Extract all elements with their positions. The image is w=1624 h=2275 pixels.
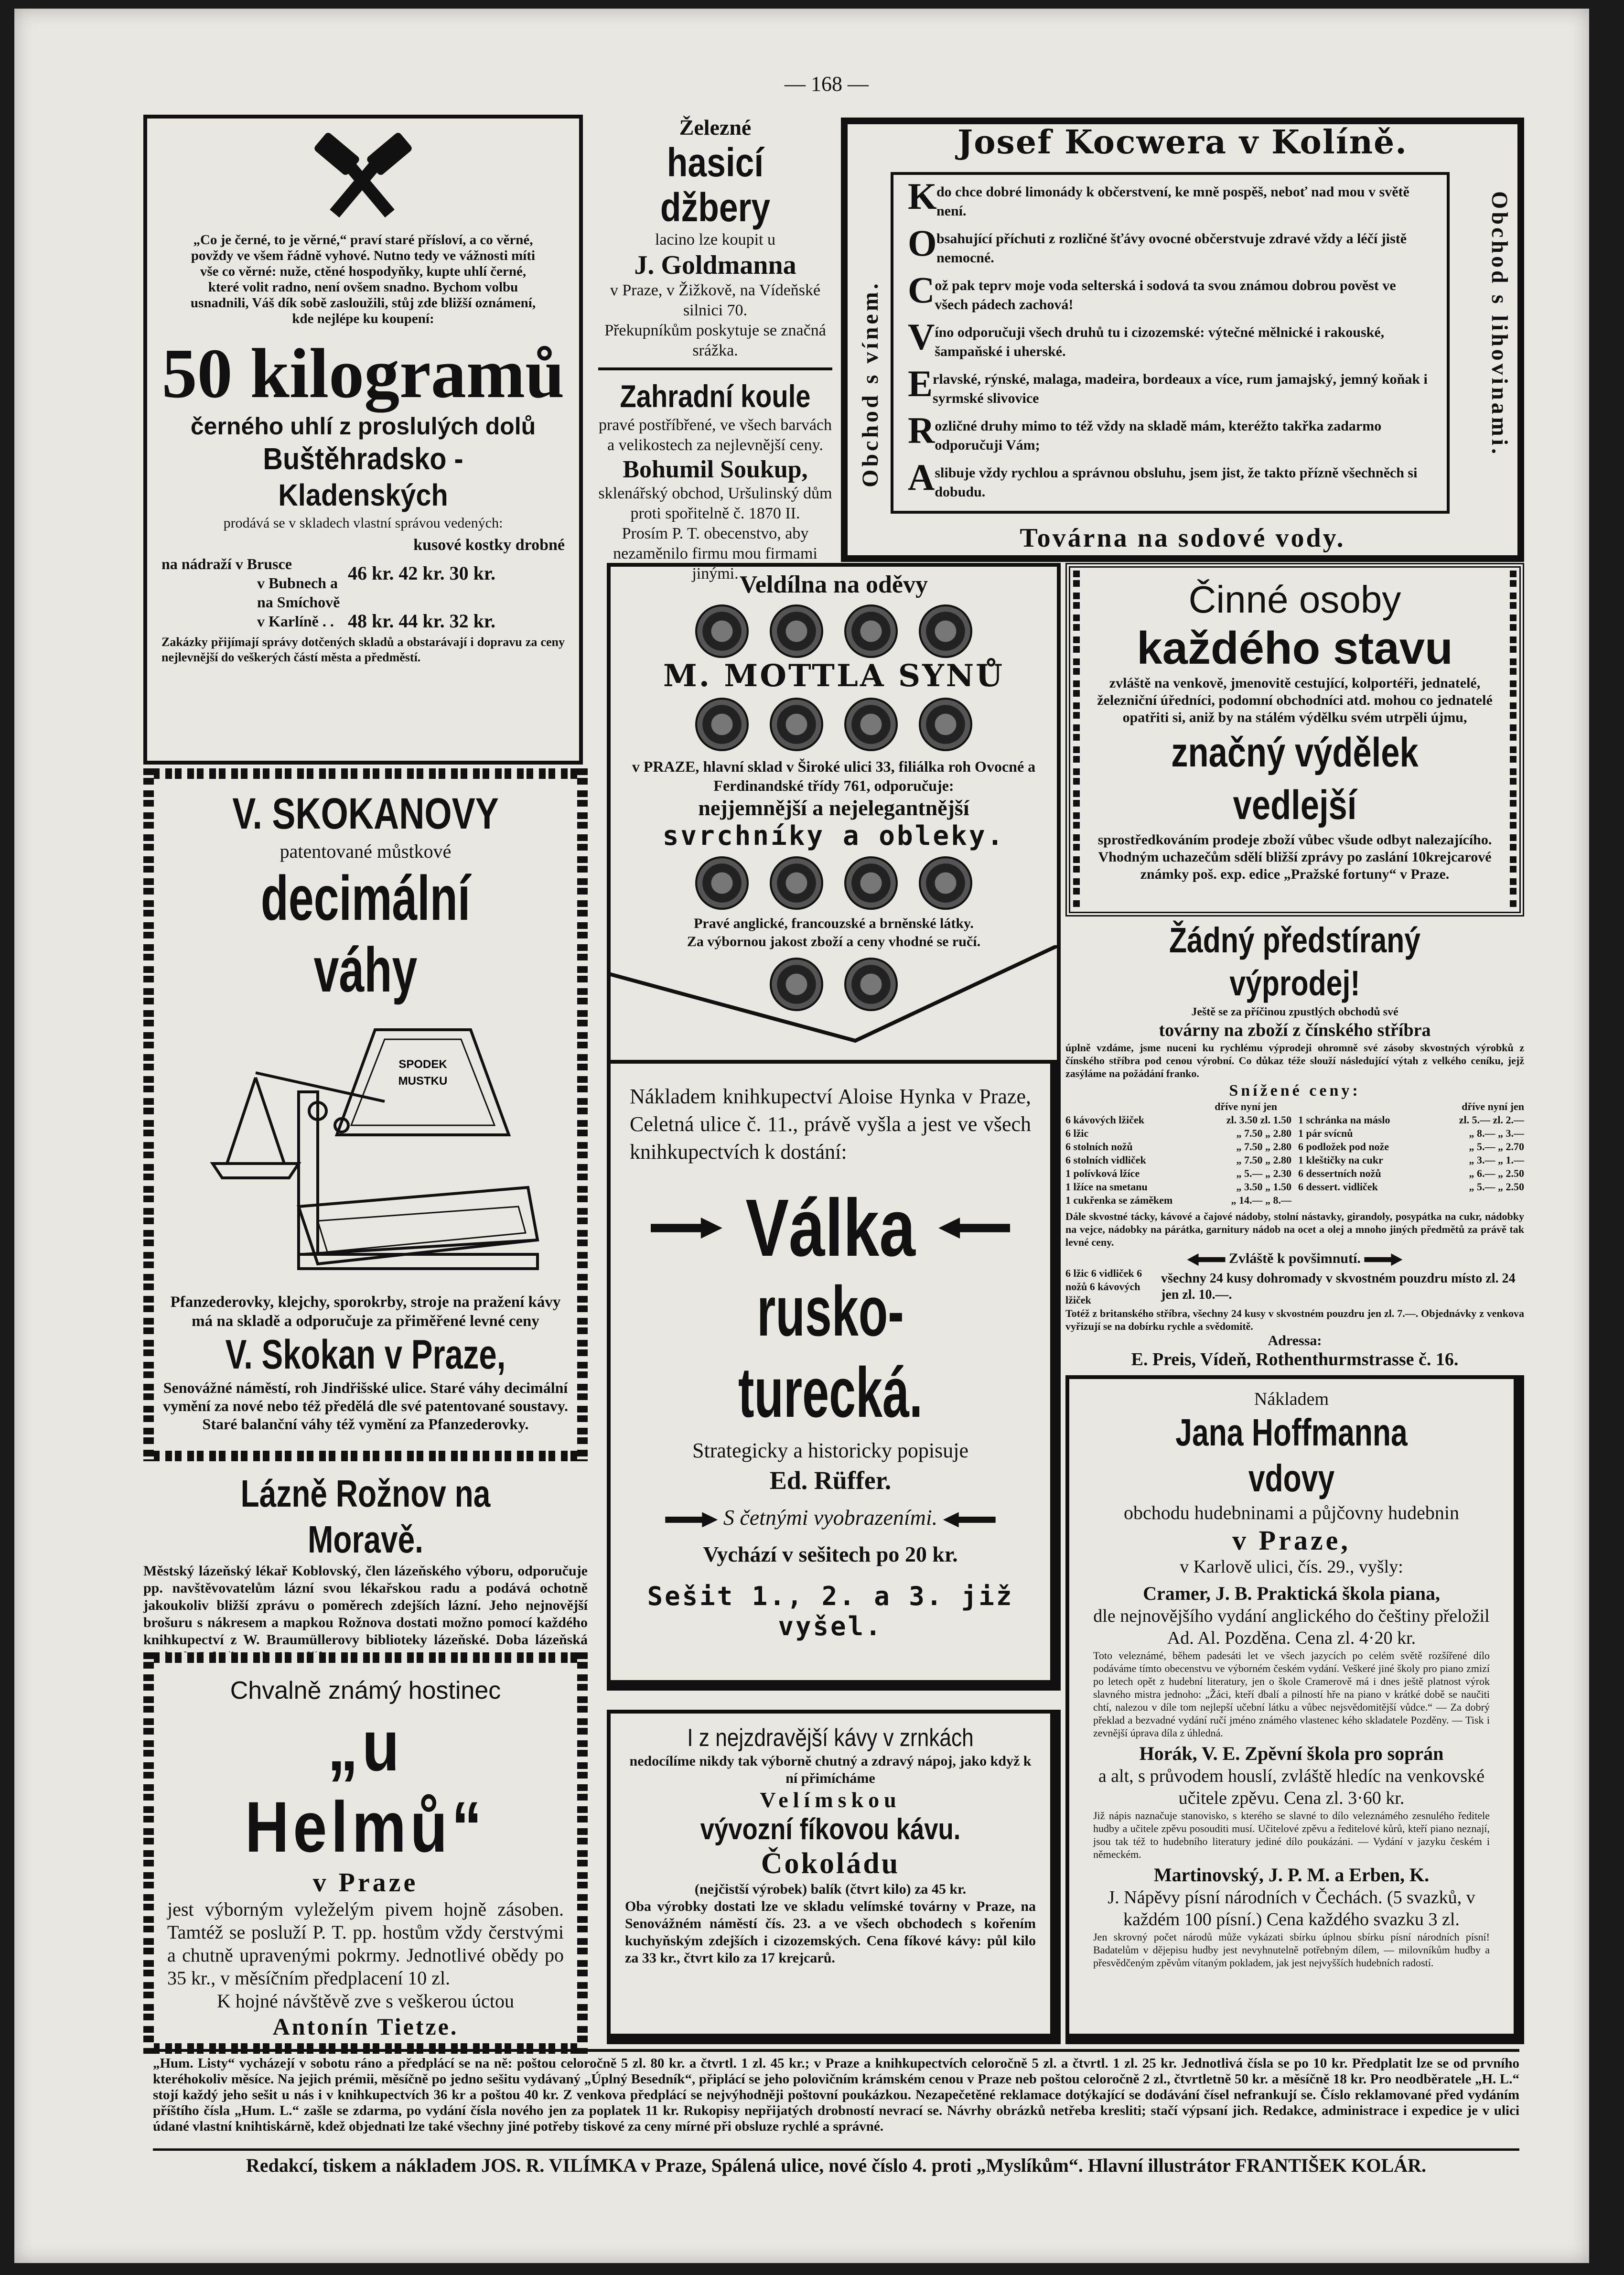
roznov-title: Lázně Rožnov na Moravě. <box>240 1472 491 1561</box>
kocwera-footer: Továrna na sodové vody. <box>1020 523 1345 553</box>
preis-set <box>1065 1267 1524 1307</box>
cinne-title: Činné osoby <box>1188 578 1401 621</box>
price-value: „ 5.— „ 2.50 <box>1469 1181 1524 1193</box>
kocwera-acrostic <box>891 172 1450 514</box>
acrostic-text: bsahující příchuti z rozličné šťávy ovocné občerstvuje zdravé vždy a léčí jistě nemocné. <box>936 231 1407 266</box>
garden-balls-title: Zahradní koule <box>620 378 811 414</box>
page-number: — 168 — <box>785 72 869 96</box>
medal-icon <box>844 856 898 910</box>
skokan-address: Senovážné náměstí, roh Jindřišské ulice. Staré váhy decimální vymění za nové nebo též předělá dle své patentované soustavy. Staré balanční váhy též vymění za Pfanzederovky. <box>163 1379 568 1433</box>
price-value: zl. 3.50 zl. 1.50 <box>1226 1114 1291 1126</box>
price-item: 1 schránka na máslo <box>1298 1114 1390 1126</box>
coal-column-head: kusové kostky drobné <box>413 536 565 554</box>
subscription-info: „Hum. Listy“ vycházejí v sobotu ráno a předplácí se na ně: poštou celoročně 5 zl. 80 kr. a čtvrtl. 1 zl. 45 kr.; v Praze a knihkupectvích celoročně 5 zl. a čtvrtl. 1 zl. 25 kr. Jednotlivá čísla se po 10 kr. Předplatit lze se od prvního kteréhokoliv měsíce. Na jejich prémii, měsíčně po jedno sešitu vydávaný „Úplný Besedník“, připlácí se jeho polovičním krámském cenou v Praze neb poštou celoročně 2 zl., čtvrtletně 50 kr. a měsíčně 18 kr. Pro neodběratele „H. L.“ stojí každý jeho sešit u nás i v knihkupectvích 36 kr a poštou 40 kr. Z venkova předplácí se nejvýhodněji poštovní poukázkou. Nezapečetěné reklamace dotýkající se dodávání čísel nefrankují se. Číslo reklamované před vydáním příštího čísla „Hum. L.“ zašle se zdarma, po vydání čísla nového jen za poplatek 11 kr. Rukopisy nepřijatých drobností nevrací se. Návrhy obrázků netřeba kresliti; stačí výpsaní jich. Redakce, administrace i expedice je v ulici údané vlastní knihtiskárně, kdež objednati lze také všechny jiné potřeby tiskové za ceny mírné při obsluze rychlé a správné. <box>153 2056 1519 2134</box>
acrostic-initial: V <box>908 316 935 357</box>
hoffmann-line: obchodu hudebninami a půjčovny hudebnin <box>1123 1502 1460 1523</box>
price-value: „ 8.— „ 3.— <box>1469 1127 1524 1139</box>
acrostic-text: rlavské, rýnské, malaga, madeira, bordeaux a více, rum jamajský, jemný koňak i syrmské slivovice <box>933 371 1428 406</box>
hynek-out: Sešit 1., 2. a 3. již vyšel. <box>647 1581 1014 1641</box>
velim-coffee-advert <box>607 1710 1061 2044</box>
helm-text: jest výborným vyleželým pivem hojně zásoben. Tamtéž se posluží P. T. pp. hostům vždy čerstvými a chutně upravenými pokrmy. Jednotlivé obědy po 35 kr., v měsíčním předplacení 10 zl. <box>167 1898 564 1989</box>
coffee-line: (nejčistší výrobek) balík (čtvrt kilo) za 45 kr. <box>694 1881 967 1897</box>
price-value: „ 7.50 „ 2.80 <box>1236 1127 1291 1139</box>
coal-advert <box>143 115 583 765</box>
svg-text:MUSTKU: MUSTKU <box>398 1075 448 1088</box>
acrostic-line <box>908 365 1432 412</box>
mottl-pennant-bottom <box>607 945 1061 1060</box>
hoffmann-city: v Praze, <box>1232 1525 1351 1556</box>
coffee-big: vývozní fíkovou kávu. <box>700 1813 961 1846</box>
coal-location: v Karlíně . . <box>257 613 334 630</box>
price-value: „ 3.50 „ 1.50 <box>1236 1181 1291 1193</box>
preis-address: E. Preis, Vídeň, Rothenthurmstrasse č. 16. <box>1131 1349 1459 1369</box>
skokan-description: Pfanzederovky, klejchy, sporokrby, stroje na pražení kávy má na skladě a odporučuje za přiměřené levné ceny <box>170 1294 561 1330</box>
acrostic-line <box>908 271 1432 318</box>
coal-price: 46 kr. 42 kr. 30 kr. <box>348 562 495 584</box>
coal-price-table <box>161 554 565 631</box>
coffee-title: I z nejzdravější kávy v zrnkách <box>687 1724 974 1752</box>
hynek-issue: Vychází v sešitech po 20 kr. <box>703 1542 958 1566</box>
pointing-hand-icon <box>943 1512 996 1527</box>
crossed-hammers-icon <box>311 133 416 224</box>
price-value: „ 14.— „ 8.— <box>1231 1194 1291 1206</box>
hynek-title2: rusko-turecká. <box>738 1272 923 1432</box>
coffee-line: nedocílíme nikdy tak výborně chutný a zdravý nápoj, jako když k ní přimícháme <box>629 1753 1032 1786</box>
price-row <box>1065 1113 1291 1127</box>
price-value: „ 7.50 „ 2.80 <box>1236 1141 1291 1153</box>
helm-top: Chvalně známý hostinec <box>230 1677 501 1704</box>
acrostic-text: slibuje vždy rychlou a správnou obsluhu, jsem jist, že takto přízně všechněch si dobudu. <box>935 465 1418 500</box>
preis-advert <box>1065 919 1524 1368</box>
price-value: „ 5.— „ 2.30 <box>1236 1167 1291 1179</box>
acrostic-text: íno odporučuji všech druhů tu i cizozemské: výtečné mělnické i rakouské, šampaňské i uherské. <box>935 324 1385 359</box>
acrostic-line <box>908 318 1432 365</box>
hynek-title: Válka <box>745 1183 915 1273</box>
buckets-merchant: J. Goldmanna <box>634 250 796 280</box>
acrostic-initial: C <box>908 269 935 311</box>
cinne-big: každého stavu <box>1137 623 1453 674</box>
hoffmann-book-note: Jen skrovný počet národů může vykázati sbírku úplnou sbírku písní národních písní! Badatelům v dějepisu hudby jest nevyhnutelně potřebným dílem, — milovníkům hudby a přesvědčeným zpěvům vítaným pokladem, jak jest nejvyšších hudebních radostí. <box>1093 1931 1490 1969</box>
coal-mines: Buštěhradsko - Kladenských <box>263 442 463 512</box>
medal-icon <box>770 604 823 658</box>
price-item: 1 kleštičky na cukr <box>1298 1154 1383 1166</box>
hoffmann-book-title: Cramer, J. B. Praktická škola piana, <box>1143 1583 1440 1604</box>
price-value: „ 3.— „ 1.— <box>1469 1154 1524 1166</box>
scale-plate-label: SPODEK <box>398 1058 447 1071</box>
price-row <box>1298 1180 1524 1194</box>
preis-col-head: dříve nyní jen <box>1462 1100 1524 1112</box>
hynek-intro: Nákladem knihkupectví Aloise Hynka v Praze, Celetná ulice č. 11., právě vyšla a jest ve všech knihkupectvích k dostání: <box>630 1085 1031 1164</box>
hoffmann-line: v Karlově ulici, čís. 29., vyšly: <box>1180 1557 1403 1577</box>
price-item: 6 podložek pod nože <box>1298 1141 1389 1153</box>
hoffmann-book-title: Horák, V. E. Zpěvní škola pro soprán <box>1139 1743 1444 1764</box>
price-value: „ 5.— „ 2.70 <box>1469 1141 1524 1153</box>
preis-line: úplně vzdáme, jsme nuceni ku rychlému výprodeji ohromně své zásoby skvostných výrobků z čínského stříbra pod cenou výrobní. Co důkaz téže slouží následující výtah z velkého ceníku, jejž zasýláme na požádání franko. <box>1065 1042 1524 1079</box>
kocwera-advert <box>841 118 1524 562</box>
acrostic-line <box>908 175 1432 225</box>
medal-icon <box>844 604 898 658</box>
mottl-line: Za výbornou jakost zboží a ceny vhodné se ručí. <box>687 934 981 949</box>
hoffmann-book-text: dle nejnovějšího vydání anglického do češtiny přeložil Ad. Al. Pozděna. Cena zl. 4·20 kr. <box>1093 1606 1490 1648</box>
acrostic-initial: E <box>908 363 933 404</box>
price-row <box>1065 1194 1291 1207</box>
preis-set-items: 6 lžic 6 vidliček 6 nožů 6 kávových lžiček <box>1065 1267 1142 1306</box>
cinne-osoby-advert <box>1065 563 1524 916</box>
preis-title: Žádný předstíraný výprodej! <box>1169 920 1421 1003</box>
acrostic-initial: A <box>908 456 935 498</box>
hynek-illustrations <box>630 1505 1031 1530</box>
preis-price-table <box>1065 1100 1524 1207</box>
coal-price: 48 kr. 44 kr. 32 kr. <box>348 610 495 632</box>
preis-table-head: Snížené ceny: <box>1229 1082 1361 1100</box>
pointing-hand-icon <box>938 1218 1010 1239</box>
price-item: 6 dessert. vidliček <box>1298 1181 1378 1193</box>
mottl-line: Pravé anglické, francouzské a brněnské látky. <box>694 916 974 931</box>
acrostic-text: ož pak teprv moje voda selterská i sodová ta svou známou dobrou pověst ve všech pádech zachová! <box>935 278 1396 313</box>
coal-sold-note: prodává se v skladech vlastní správou vedených: <box>223 515 503 531</box>
medal-row <box>611 698 1057 751</box>
skokan-title: V. SKOKANOVY <box>232 789 499 838</box>
preis-desc: Dále skvostné tácky, kávové a čajové nádoby, stolní nástavky, girandoly, posypátka na cukr, nádobky na vejce, nádobky na párátka, garnitury nádob na ocet a olej a mnoho jiných předmětů za právě tak levné ceny. <box>1065 1210 1524 1248</box>
buckets-address: v Praze, v Žižkově, na Vídeňské silnici 70. <box>610 281 821 319</box>
mottl-top: Veldílna na oděvy <box>740 571 928 598</box>
coal-location: na Smíchově <box>257 593 340 611</box>
price-row <box>1065 1140 1291 1154</box>
acrostic-text: ozličné druhy mimo to též vždy na skladě mám, kteréžto takřka zadarmo odporučuji Vám; <box>935 418 1382 453</box>
price-item: 6 dessertních nožů <box>1298 1167 1381 1179</box>
coal-headline: 50 kilogramů <box>161 334 565 413</box>
kocwera-title: Josef Kocwera v Kolíně. <box>957 123 1408 162</box>
hoffmann-top: Nákladem <box>1254 1389 1329 1409</box>
acrostic-text: do chce dobré limonády k občerstvení, ke mně pospěš, neboť nad mou v světě není. <box>936 184 1409 219</box>
price-value: zl. 5.— zl. 2.— <box>1459 1114 1524 1126</box>
hoffmann-book-note: Již nápis naznačuje stanovisko, s kterého se slavné to dílo veleznámého zesnulého ředitele hudby a učitele zpěvu posouditi musí. Učitelové zpěvu a ředitelové kůrů, kteří piano neznají, jsou tak též to hudebního literatury jediné dílo poukázáni. — Vydání v jazyku českém i německém. <box>1093 1810 1490 1860</box>
roznov-advert <box>143 1471 588 1652</box>
price-item: 1 polívková lžíce <box>1065 1167 1140 1179</box>
hynek-title-row <box>630 1185 1031 1271</box>
price-row <box>1065 1180 1291 1194</box>
skokan-big-title: decimální váhy <box>260 863 471 1005</box>
price-row <box>1065 1154 1291 1167</box>
helm-name: „u Helmů“ <box>245 1705 486 1867</box>
medal-icon <box>919 604 972 658</box>
hoffmann-book-title: Martinovský, J. P. M. a Erben, K. <box>1153 1864 1430 1886</box>
coal-subtitle: černého uhlí z proslulých dolů <box>190 413 536 440</box>
buckets-top: Železné <box>679 115 752 140</box>
preis-footer: Totéž z britanského stříbra, všechny 24 kusy v skvostném pouzdru jen zl. 7.—. Objednávky z venkova vyřizují se na dobírku rychle a svědomitě. <box>1065 1307 1524 1332</box>
buckets-title: hasicí džbery <box>660 140 771 230</box>
roznov-text: Městský lázeňský lékař Koblovský, člen lázeňského výboru, odporučuje pp. navštěvovatelům lázní svou lékařskou radu a podává ochotně jakoukoliv bližší zprávu o poměrech zdejších lázní. Jeho nejnovější brošuru s nákresem a mapkou Rožnova dostati možno pomocí každého knihkupectví z W. Braumüllerovy biblioteky lázeňské. Doba lázeňská <box>143 1563 588 1648</box>
preis-address-label: Adressa: <box>1268 1333 1322 1348</box>
buckets-line: lacino lze koupit u <box>655 231 776 248</box>
imprint: Redakcí, tiskem a nákladem JOS. R. VILÍMKA v Praze, Spálená ulice, nové číslo 4. proti „Myslíkům“. Hlavní illustrátor FRANTIŠEK KOLÁR. <box>246 2155 1427 2176</box>
acrostic-initial: O <box>908 222 937 264</box>
goldmann-soukup-advert <box>598 115 832 582</box>
mottl-line: svrchníky a obleky. <box>662 820 1005 852</box>
medal-icon <box>695 698 749 751</box>
medal-icon <box>770 856 823 910</box>
price-value: „ 7.50 „ 2.80 <box>1236 1154 1291 1166</box>
mottl-name: M. MOTTLA SYNŮ <box>663 658 1005 694</box>
hynek-subtitle: Strategicky a historicky popisuje <box>692 1439 968 1462</box>
kocwera-side-left: Obchod s vínem. <box>858 280 883 487</box>
acrostic-line <box>908 456 1432 506</box>
price-item: 6 lžic <box>1065 1127 1089 1139</box>
hoffmann-book-text: a alt, s průvodem houslí, zvláště hledíc na venkovské učitele zpěvu. Cena zl. 3·60 kr. <box>1098 1766 1485 1808</box>
cinne-text: zvláště na venkově, jmenovitě cestující, kolportéři, jednatelé, železniční úředníci, podomní obchodníci atd. mohou co jednatelé opatřiti si, aniž by na stálém výdělku svém utrpěli újmu, <box>1097 675 1493 725</box>
kocwera-side-right: Obchod s lihovinami. <box>1487 191 1512 457</box>
preis-line: Ještě se za příčinou zpustlých obchodů své <box>1191 1006 1398 1018</box>
garden-balls-desc: pravé postříbřené, ve všech barvách a velikostech za nejlevnější ceny. <box>598 416 832 454</box>
medal-row <box>611 856 1057 910</box>
medal-icon <box>844 698 898 751</box>
price-value: „ 6.— „ 2.50 <box>1469 1167 1524 1179</box>
price-item: 1 lžíce na smetanu <box>1065 1181 1148 1193</box>
price-row <box>1298 1167 1524 1180</box>
mottl-address: v PRAZE, hlavní sklad v Široké ulici 33, filiálka roh Ovocné a Ferdinandské třídy 761, odporučuje: <box>632 758 1036 794</box>
price-item: 6 stolních nožů <box>1065 1141 1133 1153</box>
skokan-name: V. Skokan v Praze, <box>225 1332 506 1378</box>
medal-icon <box>919 698 972 751</box>
acrostic-initial: R <box>908 410 935 451</box>
glazier-address: sklenářský obchod, Uršulinský dům proti spořitelně č. 1870 II. <box>598 485 832 522</box>
price-row <box>1298 1140 1524 1154</box>
preis-line: továrny na zboží z čínského stříbra <box>1159 1020 1431 1040</box>
medal-icon <box>770 698 823 751</box>
price-row <box>1065 1127 1291 1140</box>
pointing-hand-icon <box>651 1218 722 1239</box>
hynek-illus-label: S četnými vyobrazeními. <box>723 1505 938 1530</box>
medal-row <box>611 604 1057 658</box>
hoffmann-book-note: Toto veleznámé, během padesáti let ve všech jazycích po celém světě rozšířené dílo podáváme tímto obecenstvu ve výborném českém vydání. Veškeré jiné školy pro piano zmizí po letech opět z hudební literatury, jen o škole Cramerově má i dnes ještě platnost výrok slavného mistra jednoho: „Žáci, kteří dbalí a pilností hře na piano v krátké době se naučiti chtí, nalezou v díle tom nejlepší učební látku a vůbec nejsvědomitější vůdce.“ — Za dobrý překlad a bezvadné vydání ručí jméno známého vlastenec kého skladatele Pozděny. — Tisk i zevnější úprava díla z úhledná. <box>1093 1650 1490 1739</box>
price-row <box>1298 1154 1524 1167</box>
coal-footnote: Zakázky přijímají správy dotčených skladů a obstarávají i dopravu za ceny nejlevnější do veškerých částí města a předměstí. <box>161 635 565 664</box>
acrostic-line <box>908 412 1432 459</box>
coffee-name: Velímskou <box>760 1788 901 1812</box>
glazier-note: Prosím P. T. obecenstvo, aby nezaměnilo firmu mou firmami jinými. <box>613 525 817 582</box>
skokan-subtitle: patentované můstkové <box>280 841 452 862</box>
hoffmann-name: Jana Hoffmanna vdovy <box>1175 1411 1408 1499</box>
medal-icon <box>919 856 972 910</box>
coal-location: na nádraží v Brusce <box>161 555 292 572</box>
medal-icon <box>695 604 749 658</box>
price-row <box>1065 1167 1291 1180</box>
hoffmann-book-text: J. Nápěvy písní národních v Čechách. (5 svazků, v každém 100 písní.) Cena každého svazku 3 zl. <box>1108 1887 1475 1930</box>
skokan-advert <box>143 768 588 1461</box>
preis-set-text: všechny 24 kusy dohromady v skvostném pouzdru místo zl. 24 jen zl. 10.—. <box>1161 1271 1516 1302</box>
cinne-big2: značný výdělek vedlejší <box>1171 730 1419 828</box>
coal-location: v Bubnech a <box>257 574 338 592</box>
price-item: 6 kávových lžiček <box>1065 1114 1144 1126</box>
hoffmann-advert <box>1065 1375 1524 2044</box>
hynek-advert <box>607 1060 1061 1691</box>
decimal-scale-illustration <box>184 1015 547 1283</box>
helm-invite: K hojné návštěvě zve s veškerou úctou <box>216 1990 515 2012</box>
glazier-name: Bohumil Soukup, <box>623 456 808 483</box>
price-row <box>1298 1127 1524 1140</box>
preis-special-label: Zvláště k povšimnutí. <box>1229 1251 1361 1266</box>
mottl-line: nejjemnější a nejelegantnější <box>698 796 969 820</box>
acrostic-initial: K <box>908 175 937 217</box>
price-item: 1 cukřenka se záměkem <box>1065 1194 1173 1206</box>
newspaper-page <box>14 9 1589 2263</box>
coffee-chocolate: Čokoládu <box>761 1847 900 1880</box>
coal-intro: „Co je černé, to je věrné,“ praví staré přísloví, a co věrné, povždy ve všem řádně vyhové. Nutno tedy ve vážnosti míti vše co věrné: nuže, ctěné hospodyňky, kupte uhlí černé, které volit radno, není ovšem snadno. Bychom volbu usnadnili, Váš dík sobě zasloužili, stůj zde bližší oznámení, kde nejlépe ku koupení: <box>190 232 536 326</box>
coffee-line: Oba výrobky dostati lze ve skladu velímské továrny v Praze, na Senovážném náměstí čís. 23. a ve všech obchodech s kořením kuchyňským zdejších i cizozemských. Cena fíkové kávy: půl kilo za 33 kr., čtvrt kilo za 17 krejcarů. <box>625 1898 1036 1966</box>
helm-city: v Praze <box>312 1868 419 1898</box>
cinne-footer: sprostředkováním prodeje zboží vůbec všude odbyt nalezajícího. Vhodným uchazečům sdělí bližší zprávy po zaslání 10krejcarové známky poš. exp. edice „Pražské fortuny“ v Praze. <box>1097 832 1492 882</box>
preis-col-head: dříve nyní jen <box>1215 1100 1277 1112</box>
helm-signature: Antonín Tietze. <box>272 2013 459 2040</box>
buckets-note: Překupníkům poskytuje se značná srážka. <box>604 322 826 359</box>
hynek-author: Ed. Rüffer. <box>769 1466 892 1495</box>
medal-icon <box>695 856 749 910</box>
pointing-hand-icon <box>665 1512 718 1527</box>
price-item: 6 stolních vidliček <box>1065 1154 1146 1166</box>
price-row <box>1298 1113 1524 1127</box>
preis-special <box>1065 1251 1524 1267</box>
helm-advert <box>143 1652 588 2054</box>
acrostic-line <box>908 222 1432 271</box>
price-item: 1 pár svícnů <box>1298 1127 1353 1139</box>
